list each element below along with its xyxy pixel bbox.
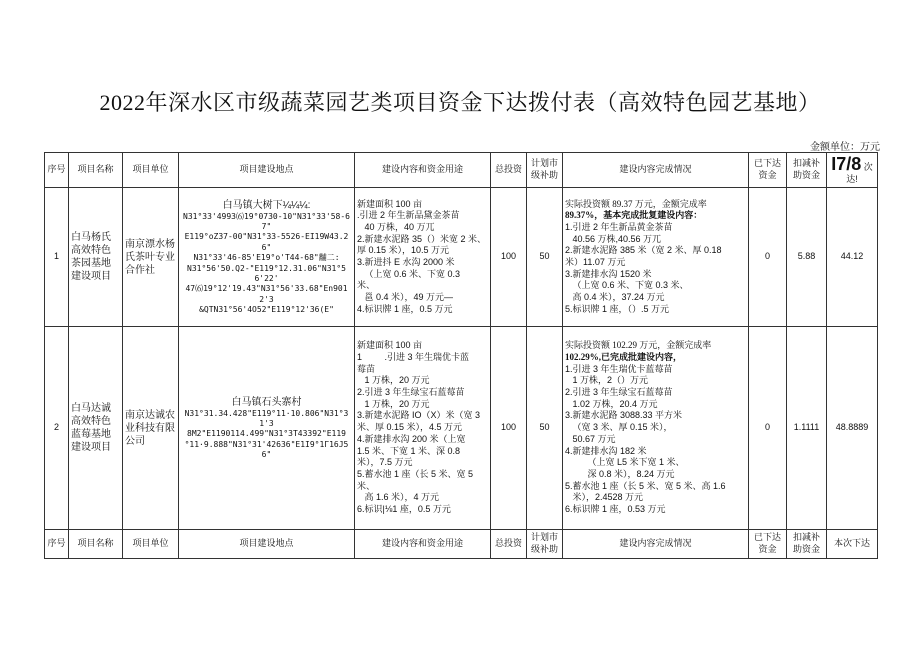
footer-this-issue: 本次下达 (827, 530, 878, 559)
location-line: 白马镇石头寨村 (231, 396, 302, 408)
footer-location: 项目建设地点 (179, 530, 355, 559)
content-line: 米、厚 0.15 米），4.5 万元 (357, 422, 463, 433)
footer-unit: 项目单位 (123, 530, 179, 559)
completion-line: （上宽 0.6 米、下宽 0.3 米、 (565, 280, 689, 291)
content-line: 米、 (357, 280, 376, 291)
footer-name: 项目名称 (69, 530, 123, 559)
table-header-row (45, 153, 878, 188)
row-content (355, 188, 491, 327)
row-project-name: 白马达诚高效特色蓝莓基地建设项目 (69, 327, 123, 530)
completion-line: 4.新建排水沟 182 米 (565, 445, 647, 456)
location-line: 白马镇大树下¼¼¼: (222, 199, 311, 211)
row-location (179, 327, 355, 530)
content-line: .引进 2 年生新品黛金茶苗 (357, 210, 460, 221)
location-line: &QTN31°56'4O52"E119°12'36(E" (199, 305, 334, 315)
completion-line: 深 0.8 米），8.24 万元 (565, 468, 675, 479)
header-plan: 计划市级补助 (527, 153, 563, 188)
page-title: 2022年深水区市级蔬菜园艺类项目资金下达拨付表（高效特色园艺基地） (99, 90, 821, 115)
completion-line: 1.引进 3 年生瑞优卡蓝莓苗 (565, 363, 673, 374)
completion-line: 40.56 万株,40.56 万兀 (565, 233, 662, 244)
row-plan: 50 (527, 327, 563, 530)
content-line: 2.引进 3 年生绿宝石蓝莓苗 (357, 387, 465, 398)
completion-line: 2.新建水泥路 385 米（宽 2 米、厚 0.18 (565, 245, 722, 256)
footer-content: 建设内容和资金用途 (355, 530, 491, 559)
completion-line: 1 万株，2（）万元 (565, 375, 649, 386)
content-line: 4.标识牌 1 座，0.5 万元 (357, 303, 453, 314)
footer-seq: 序号 (45, 530, 69, 559)
location-line: 8M2"E1190114.499"N31°3T43392"E119 (187, 429, 346, 439)
funding-table (44, 152, 878, 559)
content-line: 1 万株，20 万元 (357, 398, 430, 409)
header-this-issue-big: I7/8 (831, 153, 862, 174)
location-line: N31°33'4993⑹19°0730-10"N31°33'58-67" (183, 211, 350, 231)
content-line: 3.新进抖 E 水沟 2000 米 (357, 257, 455, 267)
content-line: 5.蓄水池 1 座（长 5 米、宽 5 米、 (357, 468, 476, 491)
content-line: （上宽 0.6 米、下宽 0.3 (357, 268, 461, 279)
content-line: 高 1.6 米），4 万元 (357, 492, 440, 503)
footer-deduct: 扣减补助资金 (787, 530, 827, 559)
header-deduct: 扣减补助资金 (787, 153, 827, 188)
content-line: 新建面积 100 亩 (357, 198, 423, 209)
row-completion (563, 188, 749, 327)
row-total: 100 (491, 188, 527, 327)
content-line: 2.新建水泥路 35（）米宽 2 米、 (357, 233, 487, 244)
row-this-issue: 44.12 (827, 188, 878, 327)
table-footer-row (45, 530, 878, 559)
row-project-name: 白马杨氏高效特色茶园基地建设项目 (69, 188, 123, 327)
content-line: 40 万株，40 万兀 (357, 221, 435, 232)
row-total: 100 (491, 327, 527, 530)
completion-line: 高 0.4 米），37.24 万元 (565, 292, 665, 303)
amount-unit: 金额单位：万元 (810, 142, 880, 153)
completion-line: （上宽 L5 米下宽 1 米、 (565, 457, 685, 468)
content-line: 3.新建水泥路 IO（X）米（宽 3 (357, 410, 481, 421)
location-line: °11·9.888"N31°31'42636"E1I9°1Γ16J56" (184, 439, 349, 460)
header-name: 项目名称 (69, 153, 123, 188)
completion-line: （宽 3 米、厚 0.15 米）， (565, 422, 673, 433)
header-unit: 项目单位 (123, 153, 179, 188)
header-issued: 已下达资金 (749, 153, 787, 188)
content-line: 新建面积 100 亩 (357, 340, 423, 351)
completion-line: 1.引进 2 年生新品黄金茶苗 (565, 221, 673, 232)
content-line: 邕 0.4 米），49 万元— (357, 292, 454, 303)
header-total: 总投资 (491, 153, 527, 188)
header-location: 项目建设地点 (179, 153, 355, 188)
header-this-issue (827, 153, 878, 188)
row-seq: 1 (45, 188, 69, 327)
completion-line: 米），2.4528 万元 (565, 492, 644, 503)
row-content (355, 327, 491, 530)
content-line: 6.标识|⅛1 座，0.5 万元 (357, 503, 451, 514)
content-line: 厚 0.15 米），10.5 万元 (357, 245, 450, 256)
completion-line: 1.02 万株，20.4 万元 (565, 398, 658, 409)
row-plan: 50 (527, 188, 563, 327)
completion-line: 2.引进 3 年生绿宝石蓝莓苗 (565, 387, 673, 398)
completion-line: 5.标识牌 1 座，（）.5 万元 (565, 303, 670, 314)
completion-line: 5.蓄水池 1 座（长 5 米、宽 5 米、高 1.6 (565, 480, 726, 491)
footer-total: 总投资 (491, 530, 527, 559)
completion-line: 米）11.07 万元 (565, 257, 626, 267)
header-seq: 序号 (45, 153, 69, 188)
row-deduct: 1.1111 (787, 327, 827, 530)
location-line: N31°33'46-85'E19°o'T44-68"黼二: (193, 253, 340, 263)
completion-line: 3.新建水泥路 3088.33 平方米 (565, 410, 683, 421)
footer-plan: 计划市级补助 (527, 530, 563, 559)
footer-issued: 已下达资金 (749, 530, 787, 559)
row-project-unit: 南京达诚农业科技有限公司 (123, 327, 179, 530)
completion-line: 6.标识牌 1 座，0.53 万元 (565, 503, 666, 514)
row-this-issue: 48.8889 (827, 327, 878, 530)
content-line: 莓苗 (357, 363, 376, 374)
footer-completion: 建设内容完成情况 (563, 530, 749, 559)
header-content: 建设内容和资金用途 (355, 153, 491, 188)
completion-line: 实际投资额 89.37 万元，金额完成率 (565, 198, 707, 209)
completion-line: 实际投资额 102.29 万元，金额完成率 (565, 340, 712, 351)
table-row (45, 327, 878, 530)
content-line: 1 .引进 3 年生瑞优卡蓝 (357, 352, 470, 363)
row-project-unit: 南京漂水杨氏茶叶专业合作社 (123, 188, 179, 327)
row-deduct: 5.88 (787, 188, 827, 327)
completion-line: 3.新建排水沟 1520 米 (565, 268, 652, 279)
content-line: 1.5 米、下宽 1 米、深 0.8 (357, 445, 461, 456)
row-issued: 0 (749, 188, 787, 327)
location-line: N31°31.34.428"E119°11·10.806"N31°31'3 (184, 408, 349, 428)
header-this-issue-small: 次达! (846, 161, 873, 184)
completion-line: 102.29%,已完成批建设内容， (565, 352, 683, 363)
row-completion (563, 327, 749, 530)
row-issued: 0 (749, 327, 787, 530)
content-line: 4.新建排水沟 200 米（上宽 (357, 433, 466, 444)
row-location (179, 188, 355, 327)
completion-line: 50.67 万元 (565, 433, 616, 444)
completion-line: 89.37%，基本完成批复建设内容： (565, 210, 703, 221)
content-line: 1 万株，20 万元 (357, 375, 430, 386)
location-line: 47⑹19°12'19.43"N31°56'33.68"En9012'3 (185, 284, 348, 304)
table-row (45, 188, 878, 327)
location-line: N31°56'50.Q2-"E119°12.31.06"N31°56'22' (187, 263, 346, 283)
location-line: E119°oZ37-00"N31°33-5526-EI19W43.26" (184, 232, 349, 252)
header-completion: 建设内容完成情况 (563, 153, 749, 188)
content-line: 米），7.5 万元 (357, 457, 413, 468)
row-seq: 2 (45, 327, 69, 530)
